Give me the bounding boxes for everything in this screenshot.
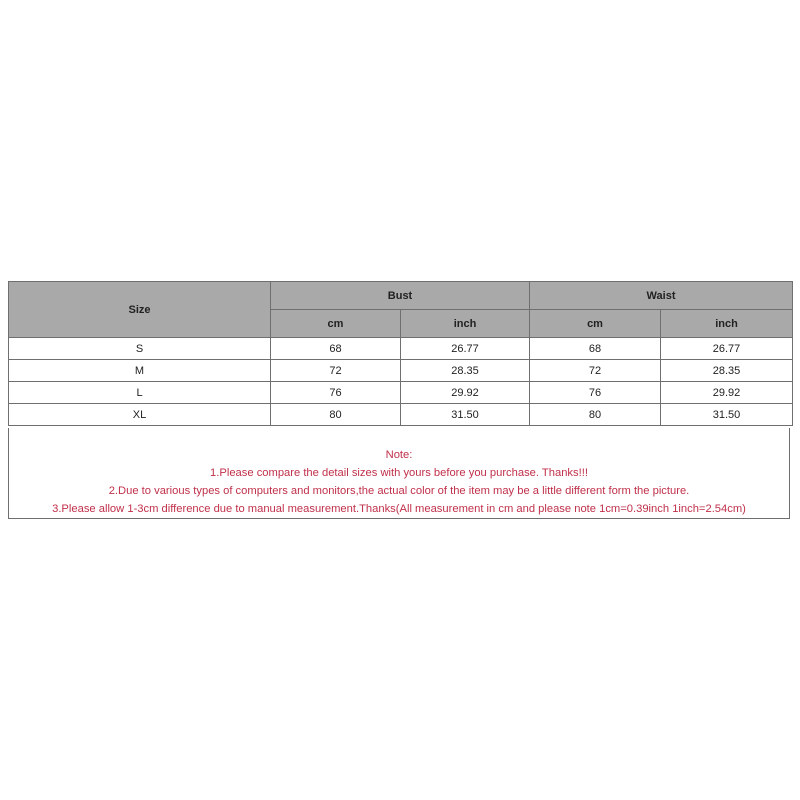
bust-cm-cell: 80 (271, 404, 401, 426)
note-line-3: 3.Please allow 1-3cm difference due to manual measurement.Thanks(All measurement in cm and please note 1cm=0.39inch 1inch=2.54cm) (52, 503, 746, 515)
waist-inch-cell: 31.50 (661, 404, 793, 426)
note-title: Note: (385, 449, 413, 461)
notes-box (8, 428, 790, 519)
table-row (9, 360, 793, 382)
waist-cm-cell: 76 (530, 382, 661, 404)
size-cell: S (9, 338, 271, 360)
note-line-1: 1.Please compare the detail sizes with yours before you purchase. Thanks!!! (210, 467, 588, 479)
bust-header: Bust (271, 282, 530, 310)
bust-inch-cell: 26.77 (401, 338, 530, 360)
size-header: Size (9, 282, 271, 338)
bust-cm-cell: 72 (271, 360, 401, 382)
waist-cm-cell: 72 (530, 360, 661, 382)
size-chart-table (8, 281, 793, 426)
table-row (9, 404, 793, 426)
waist-cm-cell: 68 (530, 338, 661, 360)
note-line-2: 2.Due to various types of computers and monitors,the actual color of the item may be a little different form the picture. (108, 485, 690, 497)
waist-cm-header: cm (530, 310, 661, 338)
waist-inch-cell: 26.77 (661, 338, 793, 360)
waist-header: Waist (530, 282, 793, 310)
bust-cm-cell: 68 (271, 338, 401, 360)
table-row (9, 338, 793, 360)
waist-cm-cell: 80 (530, 404, 661, 426)
size-cell: M (9, 360, 271, 382)
bust-inch-cell: 28.35 (401, 360, 530, 382)
waist-inch-header: inch (661, 310, 793, 338)
header-row-top (9, 282, 793, 310)
table-row (9, 382, 793, 404)
size-cell: XL (9, 404, 271, 426)
size-cell: L (9, 382, 271, 404)
bust-inch-header: inch (401, 310, 530, 338)
bust-inch-cell: 29.92 (401, 382, 530, 404)
waist-inch-cell: 28.35 (661, 360, 793, 382)
bust-cm-header: cm (271, 310, 401, 338)
waist-inch-cell: 29.92 (661, 382, 793, 404)
bust-cm-cell: 76 (271, 382, 401, 404)
bust-inch-cell: 31.50 (401, 404, 530, 426)
